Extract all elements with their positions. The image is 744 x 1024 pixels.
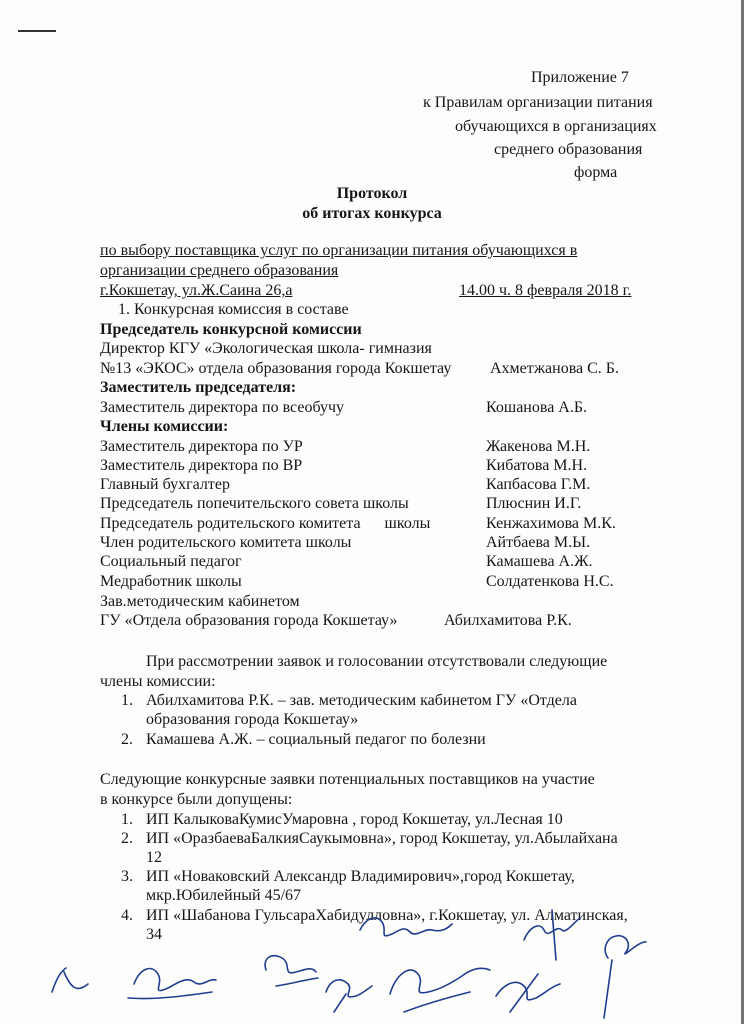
subject-line1: по выбору поставщика услуг по организации питания обучающихся в bbox=[100, 242, 578, 259]
absent-item-text: Абилхамитова Р.К. – зав. методическим кабинетом ГУ «Отдела bbox=[146, 692, 577, 709]
member-name: Жакенова М.Н. bbox=[486, 438, 591, 455]
members-heading: Члены комиссии: bbox=[100, 418, 229, 435]
appendix-line1: Приложение 7 bbox=[531, 69, 629, 86]
bid-item-text: мкр.Юбилейный 45/67 bbox=[146, 887, 302, 904]
appendix-line5: форма bbox=[574, 164, 618, 181]
signature bbox=[52, 968, 88, 992]
member-position: Заместитель директора по УР bbox=[100, 438, 303, 455]
member-position: Председатель попечительского совета школы bbox=[100, 495, 409, 512]
document-title: Протокол bbox=[336, 185, 408, 202]
member-name: Плюснин И.Г. bbox=[486, 495, 582, 512]
absent-intro-line2: члены комиссии: bbox=[100, 673, 216, 690]
bid-item-text: 34 bbox=[146, 926, 162, 943]
method-position-line1: Зав.методическим кабинетом bbox=[100, 593, 300, 610]
signature bbox=[524, 910, 580, 960]
member-name: Айтбаева М.Ы. bbox=[486, 534, 591, 551]
member-position: Социальный педагог bbox=[100, 553, 242, 570]
deputy-name: Кошанова А.Б. bbox=[486, 399, 588, 416]
bid-item-text: ИП «Новаковский Александр Владимирович»,город Кокшетау, bbox=[146, 868, 575, 885]
signature bbox=[604, 936, 646, 1018]
chair-name: Ахметжанова С. Б. bbox=[490, 360, 619, 377]
member-position: Председатель родительского комитета школы bbox=[100, 515, 431, 532]
chair-position-line2: №13 «ЭКОС» отдела образования города Кокшетау bbox=[100, 360, 452, 377]
signature bbox=[360, 918, 452, 936]
signature bbox=[265, 956, 318, 986]
subject-datetime: 14.00 ч. 8 февраля 2018 г. bbox=[459, 282, 632, 299]
subject-place: г.Кокшетау, ул.Ж.Саина 26,а bbox=[100, 282, 293, 299]
bid-item-text: ИП «Шабанова ГульсараХабидулловна», г.Кокшетау, ул. Алматинская, bbox=[146, 907, 628, 924]
appendix-line2: к Правилам организации питания bbox=[423, 94, 653, 111]
commission-intro: 1. Конкурсная комиссия в составе bbox=[118, 301, 349, 318]
absent-intro-line1: При рассмотрении заявок и голосовании отсутствовали следующие bbox=[146, 653, 608, 670]
document-subtitle: об итогах конкурса bbox=[302, 205, 442, 222]
member-position: Член родительского комитета школы bbox=[100, 534, 352, 551]
member-position: Медработник школы bbox=[100, 573, 242, 590]
bid-item-text: ИП «ОразбаеваБалкияСаукымовна», город Кокшетау, ул.Абылайхана bbox=[146, 830, 618, 847]
bids-intro-line1: Следующие конкурсные заявки потенциальных поставщиков на участие bbox=[100, 771, 595, 788]
chair-heading: Председатель конкурсной комиссии bbox=[100, 321, 362, 338]
scan-mark bbox=[18, 30, 56, 32]
absent-item-text: Камашева А.Ж. – социальный педагог по болезни bbox=[146, 731, 486, 748]
bid-item-text: 12 bbox=[146, 849, 162, 866]
member-position: Главный бухгалтер bbox=[100, 476, 230, 493]
deputy-position: Заместитель директора по всеобучу bbox=[100, 399, 345, 416]
signature bbox=[390, 968, 490, 1012]
signatures-area bbox=[0, 900, 744, 1024]
method-position-line2: ГУ «Отдела образования города Кокшетау» bbox=[100, 612, 398, 629]
bid-item-number: 2. bbox=[121, 830, 133, 847]
appendix-line4: среднего образования bbox=[494, 141, 643, 158]
member-name: Капбасова Г.М. bbox=[486, 476, 591, 493]
bid-item-number: 3. bbox=[121, 868, 133, 885]
absent-item-number: 2. bbox=[121, 731, 133, 748]
method-name: Абилхамитова Р.К. bbox=[444, 612, 572, 629]
absent-item-text: образования города Кокшетау» bbox=[146, 711, 359, 728]
appendix-line3: обучающихся в организациях bbox=[455, 118, 657, 135]
signature bbox=[128, 969, 216, 999]
bid-item-number: 4. bbox=[121, 907, 133, 924]
signature bbox=[496, 974, 560, 1012]
member-name: Кенжахимова М.К. bbox=[486, 515, 616, 532]
member-name: Солдатенкова Н.С. bbox=[486, 573, 614, 590]
bid-item-number: 1. bbox=[121, 811, 133, 828]
deputy-heading: Заместитель председателя: bbox=[100, 379, 297, 396]
absent-item-number: 1. bbox=[121, 692, 133, 709]
member-name: Кибатова М.Н. bbox=[486, 457, 588, 474]
signature bbox=[326, 980, 372, 1012]
subject-line2: организации среднего образования bbox=[100, 262, 339, 279]
bid-item-text: ИП КалыковаКумисУмаровна , город Кокшетау, ул.Лесная 10 bbox=[146, 811, 563, 828]
chair-position-line1: Директор КГУ «Экологическая школа- гимназия bbox=[100, 340, 432, 357]
member-name: Камашева А.Ж. bbox=[486, 553, 593, 570]
bids-intro-line2: в конкурсе были допущены: bbox=[100, 791, 293, 808]
member-position: Заместитель директора по ВР bbox=[100, 457, 303, 474]
